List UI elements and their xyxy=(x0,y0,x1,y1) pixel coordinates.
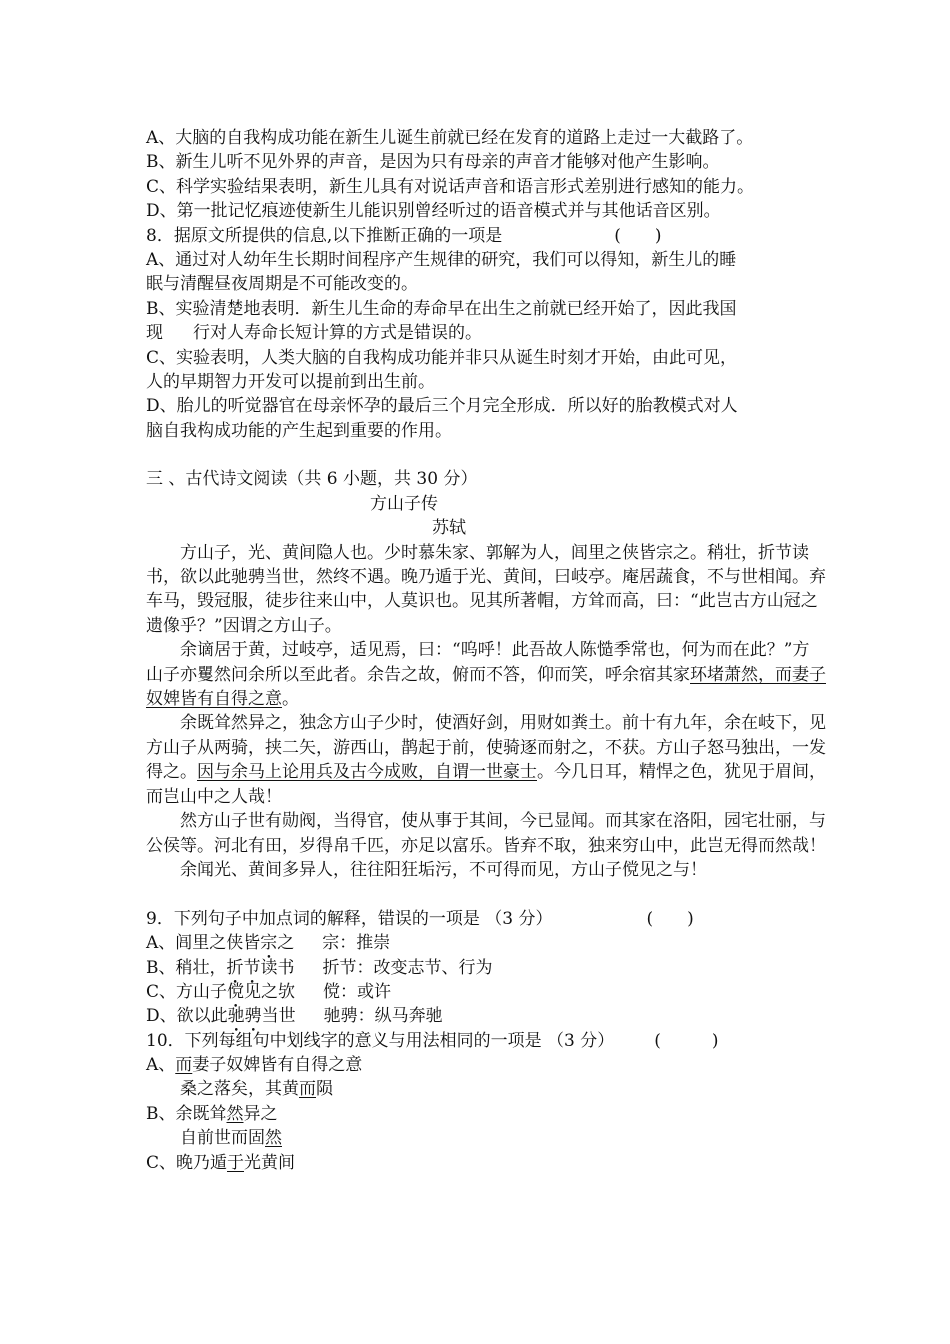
q10-answer-paren: ( ) xyxy=(654,1030,719,1051)
q9-stem-text: 9．下列句子中加点词的解释，错误的一项是 （3 分） xyxy=(146,908,553,929)
q10-option-b-line2 xyxy=(146,1126,826,1150)
passage-paragraph-1: 方山子，光、黄间隐人也。少时慕朱家、郭解为人，闾里之侠皆宗之。稍壮，折节读书，欲以此驰骋当世，然终不遇。晚乃遁于光、黄间，曰岐亭。庵居蔬食，不与世相闻。弃车马，毁冠服，徒步往来山中，人莫识也。见其所著帽，方耸而高，曰：“此岂古方山冠之遗像乎？”因谓之方山子。 xyxy=(146,542,826,636)
q9-c-gloss: 傥：或许 xyxy=(323,981,392,1002)
exam-page xyxy=(146,126,826,1175)
q8-option-c-line1: C、实验表明，人类大脑的自我构成功能并非只从诞生时刻才开始，由此可见， xyxy=(146,347,738,368)
q9-option-a xyxy=(146,931,826,955)
q9-c-post: 见之欤 xyxy=(244,981,296,1002)
q10-stem-text: 10．下列每组句中划线字的意义与用法相同的一项是 （3 分） xyxy=(146,1030,615,1051)
q9-b-gloss: 折节：改变志节、行为 xyxy=(322,957,493,978)
q7-option-a: A、大脑的自我构成功能在新生儿诞生前就已经在发育的道路上走过一大截路了。 xyxy=(146,128,754,148)
q8-option-b-rest: 行对人寿命长短计算的方式是错误的。 xyxy=(193,323,482,344)
q9-a-pre: A、闾里之侠皆 xyxy=(146,933,261,954)
q9-option-d xyxy=(146,1004,826,1028)
q10-b2-pre: 自前世而固 xyxy=(180,1128,265,1149)
q9-a-gloss: 宗：推崇 xyxy=(322,933,391,954)
q10-b1-underlined: 然 xyxy=(226,1103,244,1124)
q7-option-b: B、新生儿听不见外界的声音，是因为只有母亲的声音才能够对他产生影响。 xyxy=(146,152,720,173)
q7-option-c: C、科学实验结果表明，新生儿具有对说话声音和语言形式差别进行感知的能力。 xyxy=(146,176,755,197)
q9-d-gloss: 驰骋：纵马奔驰 xyxy=(323,1006,443,1027)
q10-a2-underlined: 而 xyxy=(299,1079,316,1100)
passage-paragraph-5: 余闻光、黄间多异人，往往阳狂垢污，不可得而见，方山子傥见之与！ xyxy=(180,859,707,880)
q8-option-b-line2 xyxy=(146,321,826,345)
q9-d-pre: D、欲以此 xyxy=(146,1006,228,1027)
q9-b-pre: B、稍壮， xyxy=(146,957,227,978)
p2-end: 。 xyxy=(282,689,299,710)
q10-a1-rest: 妻子奴婢皆有自得之意 xyxy=(192,1055,363,1076)
q7-option-d: D、第一批记忆痕迹使新生儿能识别曾经听过的语音模式并与其他话音区别。 xyxy=(146,201,721,222)
q9-answer-paren: ( ) xyxy=(646,908,694,929)
passage-paragraph-3 xyxy=(146,711,826,809)
q8-option-d-line2: 脑自我构成功能的产生起到重要的作用。 xyxy=(146,420,452,441)
q10-stem xyxy=(146,1029,826,1053)
q9-d-dotted: 驰骋 xyxy=(227,1006,262,1027)
q8-option-c-line2: 人的早期智力开发可以提前到出生前。 xyxy=(146,371,435,392)
q9-a-post: 之 xyxy=(277,933,295,954)
q9-d-post: 当世 xyxy=(261,1006,296,1027)
q9-c-pre: C、方山子 xyxy=(146,981,228,1002)
q9-stem xyxy=(146,907,826,931)
p3-end: 。今几日耳，精悍之色，犹见于眉间，而岂山中之人哉！ xyxy=(146,762,826,807)
q9-option-c xyxy=(146,980,826,1004)
passage-title: 方山子传 xyxy=(370,493,438,514)
p3-text: 余既耸然异之，独念方山子少时，使酒好剑，用财如粪土。前十有九年，余在岐下，见方山子从两骑，挟二矢，游西山，鹊起于前，使骑逐而射之，不获。方山子怒马独出，一发得之。 xyxy=(146,713,826,783)
q10-b1-pre: B、余既耸 xyxy=(146,1103,227,1124)
q8-answer-paren: ( ) xyxy=(614,225,662,246)
passage-paragraph-4: 然方山子世有勋阀，当得官，使从事于其间，今已显闻。而其家在洛阳，园宅壮丽，与公侯等。河北有田，岁得帛千匹，亦足以富乐。皆弃不取，独来穷山中，此岂无得而然哉！ xyxy=(146,811,826,856)
q8-stem xyxy=(146,224,826,248)
q8-option-d-line1: D、胎儿的听觉器官在母亲怀孕的最后三个月完全形成．所以好的胎教模式对人 xyxy=(146,396,738,417)
q10-option-b-line1 xyxy=(146,1102,826,1126)
q9-c-dotted: 傥 xyxy=(227,981,245,1002)
q10-c1-post: 光黄间 xyxy=(244,1152,296,1173)
p2-underlined: 环堵萧然，而妻子奴婢皆有自得之意 xyxy=(146,664,826,710)
p2-text: 余谪居于黄，过岐亭，适见焉，曰：“呜呼！此吾故人陈慥季常也，何为而在此？”方山子亦矍然问余所以至此者。余告之故，俯而不答，仰而笑，呼余宿其家 xyxy=(146,640,810,685)
passage-author: 苏轼 xyxy=(432,518,466,539)
q9-option-b xyxy=(146,956,826,980)
q10-a2-post: 陨 xyxy=(316,1079,333,1100)
q10-a1-underlined: 而 xyxy=(175,1055,193,1076)
passage-paragraph-2 xyxy=(146,638,826,711)
q10-option-a-line2 xyxy=(146,1077,826,1101)
q8-option-b-fragment: 现 xyxy=(146,323,163,344)
q10-a2-pre: 桑之落矣，其黄 xyxy=(180,1079,299,1100)
q8-option-a-line2: 眠与清醒昼夜周期是不可能改变的。 xyxy=(146,274,418,295)
q10-option-a-line1 xyxy=(146,1053,826,1077)
q10-c1-pre: C、晚乃遁 xyxy=(146,1152,228,1173)
q9-b-dotted: 折节 xyxy=(226,957,261,978)
q10-a-label: A、 xyxy=(146,1055,176,1076)
q10-b1-post: 异之 xyxy=(243,1103,278,1124)
section-heading: 三 、古代诗文阅读（共 6 小题，共 30 分） xyxy=(146,469,478,490)
q10-b2-underlined: 然 xyxy=(265,1128,282,1149)
q8-stem-text: 8．据原文所提供的信息,以下推断正确的一项是 xyxy=(146,225,503,246)
q9-a-dotted: 宗 xyxy=(260,933,278,954)
q10-c1-underlined: 于 xyxy=(227,1152,245,1173)
q10-option-c-line1 xyxy=(146,1151,826,1175)
p3-underlined: 因与余马上论用兵及古今成败，自谓一世豪士 xyxy=(197,762,537,783)
q9-b-post: 读书 xyxy=(260,957,295,978)
q8-option-b-line1: B、实验清楚地表明．新生儿生命的寿命早在出生之前就已经开始了，因此我国 xyxy=(146,298,737,319)
q8-option-a-line1: A、通过对人幼年生长期时间程序产生规律的研究，我们可以得知，新生儿的睡 xyxy=(146,249,737,270)
